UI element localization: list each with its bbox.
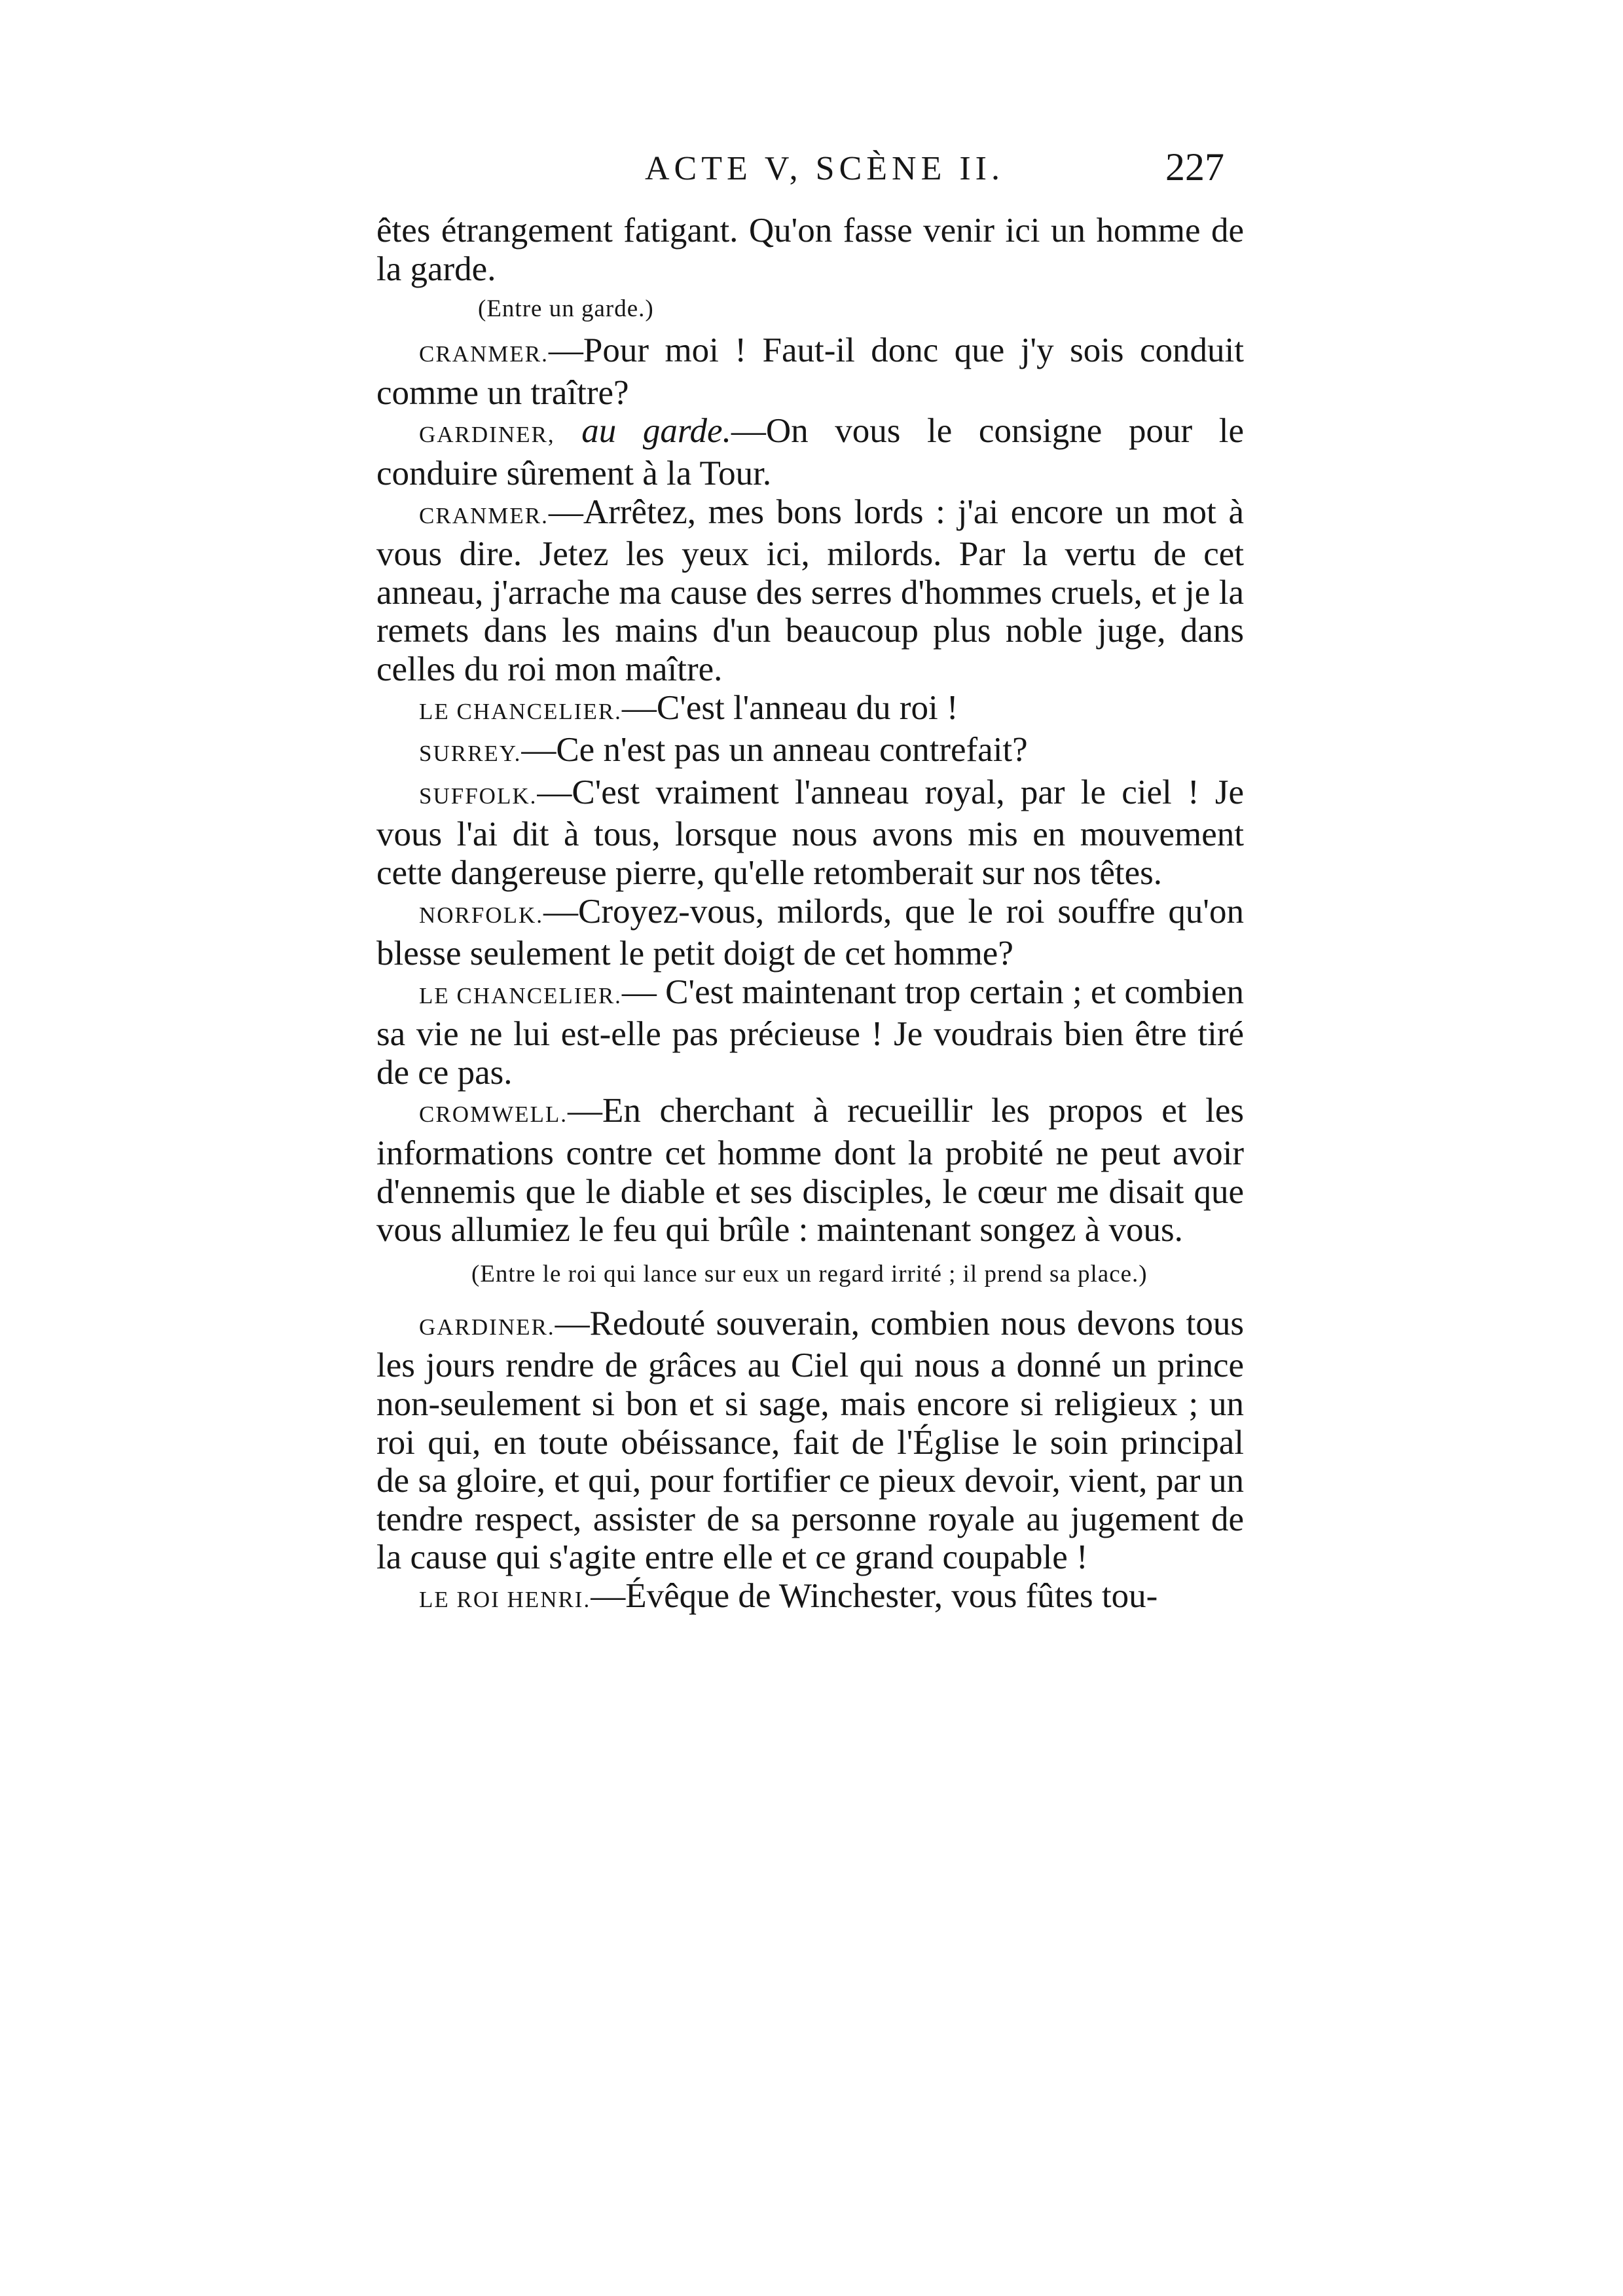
- speaker-name: NORFOLK.: [419, 902, 544, 928]
- speech-suffolk: [376, 773, 1244, 893]
- speech-text: —Pour moi ! Faut-il donc que j'y sois conduit comme un traître?: [376, 331, 1244, 412]
- running-header: ACTE V, SCÈNE II.: [645, 150, 1004, 187]
- speech-address: au garde.: [581, 412, 731, 451]
- speech-gardiner: [376, 412, 1244, 492]
- continuation-text: êtes étrangement fatigant. Qu'on fasse venir ici un homme de la garde.: [376, 212, 1244, 288]
- speaker-name: SUFFOLK.: [419, 783, 538, 809]
- speaker-name: CROMWELL.: [419, 1102, 568, 1128]
- speech-text: —En cherchant à recueillir les propos et les informations contre cet homme dont la probité ne peut avoir d'ennemis que le diable et ses disciples, le cœur me disait que vous allumiez le feu qui brûle : maintenant songez à vous.: [376, 1092, 1244, 1250]
- speech-roi-henri: [376, 1577, 1244, 1620]
- speaker-name: GARDINER.: [419, 1314, 555, 1340]
- speech-cranmer: [376, 493, 1244, 689]
- speech-text: — C'est maintenant trop certain ; et combien sa vie ne lui est-elle pas précieuse ! Je voudrais bien être tiré de ce pas.: [376, 972, 1244, 1092]
- speaker-name: GARDINER,: [419, 422, 555, 448]
- speaker-name: CRANMER.: [419, 502, 549, 528]
- speech-gardiner: [376, 1305, 1244, 1577]
- speech-text: —Arrêtez, mes bons lords : j'ai encore un mot à vous dire. Jetez les yeux ici, milords. Par la vertu de cet anneau, j'arrache ma cause des serres d'hommes cruels, et je la remets dans les mains d'un beaucoup plus noble juge, dans celles du roi mon maître.: [376, 492, 1244, 688]
- speech-norfolk: [376, 893, 1244, 973]
- stage-direction: (Entre un garde.): [478, 295, 654, 323]
- body-text: [376, 212, 1244, 1620]
- speech-text: —Croyez-vous, milords, que le roi souffre qu'on blesse seulement le petit doigt de cet homme?: [376, 892, 1244, 973]
- speaker-name: LE CHANCELIER.: [419, 982, 622, 1009]
- speech-cromwell: [376, 1092, 1244, 1249]
- speech-text: —Évêque de Winchester, vous fûtes tou-: [591, 1577, 1158, 1615]
- speech-text: —C'est vraiment l'anneau royal, par le ciel ! Je vous l'ai dit à tous, lorsque nous avons mis en mouvement cette dangereuse pierre, qu'elle retomberait sur nos têtes.: [376, 773, 1244, 892]
- stage-direction: (Entre le roi qui lance sur eux un regard irrité ; il prend sa place.): [471, 1260, 1148, 1287]
- speaker-name: LE CHANCELIER.: [419, 698, 622, 724]
- speech-surrey: [376, 731, 1244, 773]
- speech-cranmer: [376, 331, 1244, 412]
- speaker-name: CRANMER.: [419, 341, 549, 367]
- speech-chancelier: [376, 689, 1244, 731]
- speaker-name: LE ROI HENRI.: [419, 1587, 591, 1612]
- speech-text: —Redouté souverain, combien nous devons tous les jours rendre de grâces au Ciel qui nous a donné un prince non-seulement si bon et si sage, mais encore si religieux ; un roi qui, en toute obéissance, fait de l'Église le soin principal de sa gloire, et qui, pour fortifier ce pieux devoir, vient, par un tendre respect, assister de sa personne royale au jugement de la cause qui s'agite entre elle et ce grand coupable !: [376, 1304, 1244, 1577]
- speech-text: —C'est l'anneau du roi !: [621, 688, 958, 727]
- page-number: 227: [1165, 145, 1224, 189]
- speech-text: —On vous le consigne pour le conduire sûrement à la Tour.: [376, 412, 1245, 492]
- paragraph-continuation: [376, 212, 1244, 288]
- speech-chancelier: [376, 973, 1244, 1092]
- speech-text: —Ce n'est pas un anneau contrefait?: [521, 731, 1028, 769]
- speaker-name: SURREY.: [419, 741, 522, 767]
